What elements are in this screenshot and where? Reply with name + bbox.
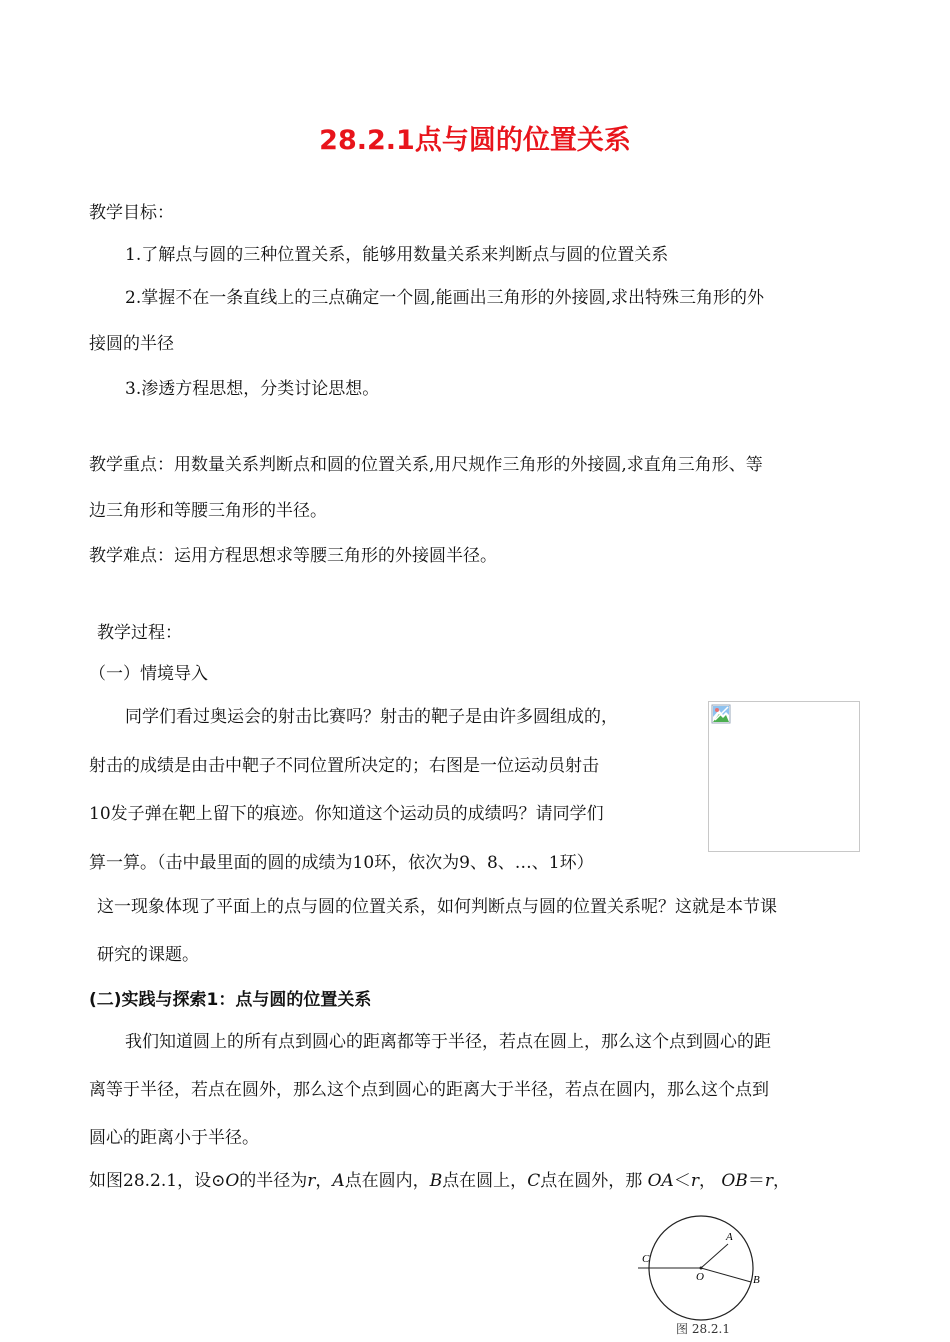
key-points-line-1: 教学重点：用数量关系判断点和圆的位置关系,用尺规作三角形的外接圆,求直角三角形、等 xyxy=(89,455,763,475)
para4-text-2: 的半径为 xyxy=(239,1171,308,1191)
label-o: O xyxy=(696,1271,704,1283)
para4-text-6: 点在圆外，那 xyxy=(540,1171,648,1191)
para4-text-7: ＜ xyxy=(673,1171,691,1191)
objective-item-2-line-2: 接圆的半径 xyxy=(89,334,174,354)
para4-o: O xyxy=(225,1171,240,1191)
para4-ob: OB xyxy=(721,1171,748,1191)
para4-text-1: 如图28.2.1，设⊙ xyxy=(89,1171,226,1191)
para4-line xyxy=(89,1170,790,1192)
intro-para-line-3: 10发子弹在靶上留下的痕迹。你知道这个运动员的成绩吗？请同学们 xyxy=(89,804,604,824)
label-c: C xyxy=(642,1253,650,1265)
label-a: A xyxy=(726,1231,733,1243)
broken-image-icon xyxy=(711,704,731,724)
para4-r3: r xyxy=(764,1171,773,1191)
para4-text-4: 点在圆内， xyxy=(344,1171,430,1191)
para4-text-9: ＝ xyxy=(747,1171,765,1191)
para4-text-3: ， xyxy=(315,1171,333,1191)
para2-line-1: 这一现象体现了平面上的点与圆的位置关系，如何判断点与圆的位置关系呢？这就是本节课 xyxy=(97,897,777,917)
target-image-placeholder xyxy=(708,701,860,852)
objectives-heading: 教学目标： xyxy=(89,203,174,223)
segment-oa xyxy=(701,1244,728,1268)
para4-r1: r xyxy=(307,1171,316,1191)
section-1-heading: （一）情境导入 xyxy=(89,664,208,684)
para4-oa: OA xyxy=(647,1171,674,1191)
objective-item-2-line-1: 2.掌握不在一条直线上的三点确定一个圆,能画出三角形的外接圆,求出特殊三角形的外 xyxy=(125,288,765,308)
para3-line-3: 圆心的距离小于半径。 xyxy=(89,1128,259,1148)
para3-line-2: 离等于半径，若点在圆外，那么这个点到圆心的距离大于半径，若点在圆内，那么这个点到 xyxy=(89,1080,769,1100)
key-points-line-2: 边三角形和等腰三角形的半径。 xyxy=(89,501,327,521)
intro-para-line-2: 射击的成绩是由击中靶子不同位置所决定的；右图是一位运动员射击 xyxy=(89,756,599,776)
objective-item-3: 3.渗透方程思想，分类讨论思想。 xyxy=(125,379,380,399)
figure-caption: 图 28.2.1 xyxy=(676,1322,730,1336)
label-b: B xyxy=(753,1274,760,1286)
process-heading: 教学过程： xyxy=(97,623,182,643)
objective-item-1: 1.了解点与圆的三种位置关系，能够用数量关系来判断点与圆的位置关系 xyxy=(125,245,669,265)
difficulty-line: 教学难点：运用方程思想求等腰三角形的外接圆半径。 xyxy=(89,546,497,566)
para2-line-2: 研究的课题。 xyxy=(97,945,199,965)
para4-c: C xyxy=(527,1171,541,1191)
page-title: 28.2.1点与圆的位置关系 xyxy=(319,125,631,156)
intro-para-line-1: 同学们看过奥运会的射击比赛吗？射击的靶子是由许多圆组成的， xyxy=(125,707,618,727)
section-2-heading: (二)实践与探索1：点与圆的位置关系 xyxy=(89,990,372,1010)
para3-line-1: 我们知道圆上的所有点到圆心的距离都等于半径，若点在圆上，那么这个点到圆心的距 xyxy=(125,1032,771,1052)
center-point xyxy=(700,1267,703,1270)
para4-b: B xyxy=(429,1171,443,1191)
para4-text-8: ， xyxy=(698,1171,722,1191)
intro-para-line-4: 算一算。（击中最里面的圆的成绩为10环，依次为9、8、…、1环） xyxy=(89,853,594,873)
para4-text-5: 点在圆上， xyxy=(442,1171,528,1191)
para4-r2: r xyxy=(690,1171,699,1191)
para4-text-10: ， xyxy=(772,1171,790,1191)
para4-a: A xyxy=(332,1171,345,1191)
segment-ob xyxy=(701,1268,751,1282)
